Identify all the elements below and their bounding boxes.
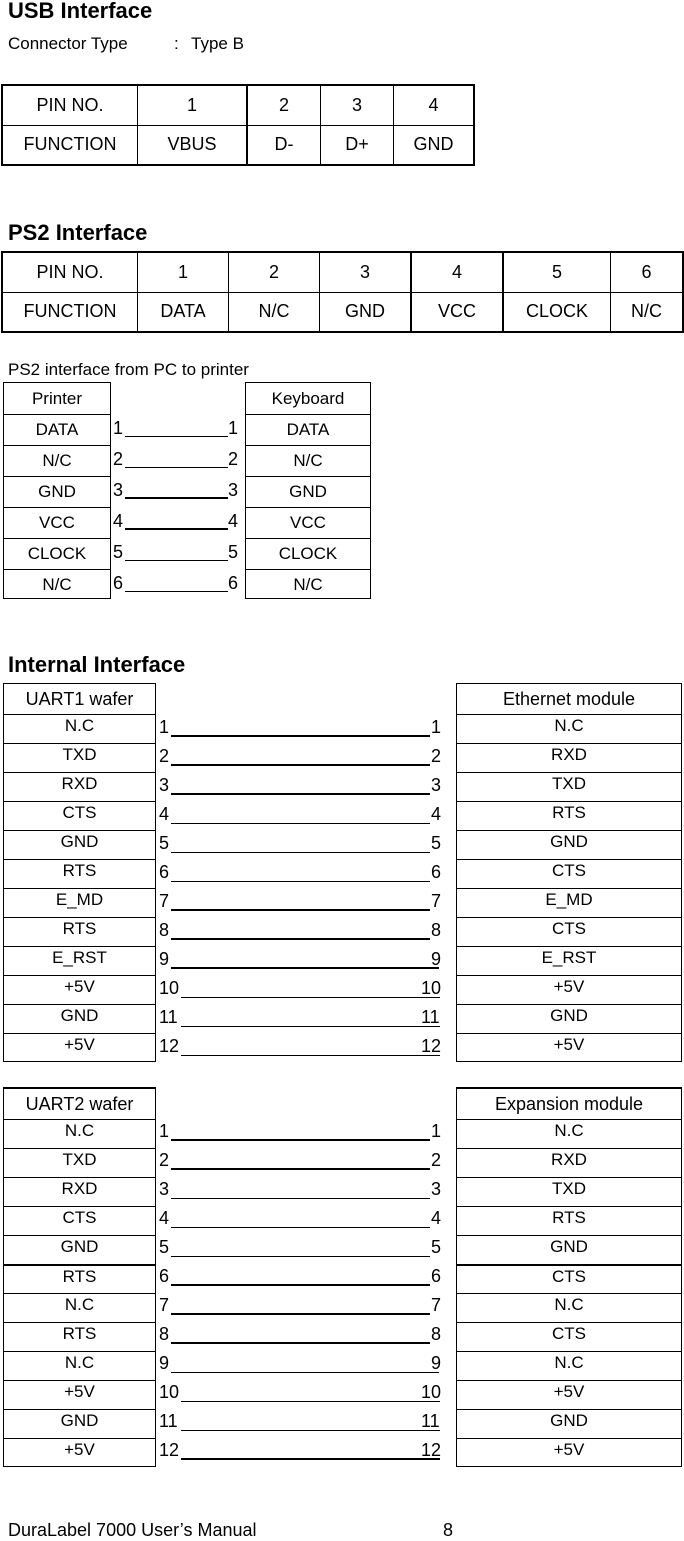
uart1-wire-pin-left: 2	[159, 746, 170, 766]
uart2-wafer-header: UART2 wafer	[25, 1094, 134, 1114]
usb-pin-cell: 4	[394, 85, 475, 125]
uart2-wire-pin-right: 7	[431, 1295, 442, 1315]
usb-function-header: FUNCTION	[2, 125, 138, 165]
usb-connector-label: Connector Type	[8, 34, 128, 53]
ps2-keyboard-cell: N/C	[246, 569, 370, 600]
uart1-wire-pin-left: 1	[159, 717, 170, 737]
uart1-wafer-header: UART1 wafer	[25, 689, 134, 709]
ps2-wire-pin-left: 1	[113, 418, 124, 438]
uart1-wire-pin-left: 8	[159, 920, 170, 940]
uart2-wire-pin-right: 8	[431, 1324, 442, 1344]
ps2-printer-cell: DATA	[4, 414, 110, 445]
ps2-pin-table	[1, 251, 684, 333]
ps2-wire-pin-right: 6	[228, 573, 239, 593]
uart2-wire-line	[181, 1401, 440, 1402]
uart1-wire-pin-right: 1	[431, 717, 442, 737]
ps2-printer-cell: CLOCK	[4, 538, 110, 569]
ps2-wire-line	[125, 497, 228, 499]
ps2-printer-cell: GND	[4, 476, 110, 507]
uart2-wire-pin-right: 5	[431, 1237, 442, 1257]
uart1-wafer-cell: N.C	[4, 714, 155, 743]
uart2-wire-line	[171, 1256, 430, 1257]
uart1-wire-pin-right: 5	[431, 833, 442, 853]
ps2-pin-header: PIN NO.	[2, 252, 138, 292]
ps2-function-cell: DATA	[138, 292, 229, 332]
uart1-wire-line	[171, 881, 430, 882]
ps2-printer-column	[3, 382, 111, 599]
uart1-wafer-cell: CTS	[4, 801, 155, 830]
ps2-wire-pin-right: 1	[228, 418, 239, 438]
expansion-module-cell: N.C	[457, 1119, 681, 1148]
expansion-module-cell: N.C	[457, 1351, 681, 1380]
usb-pin-cell: 1	[138, 85, 248, 125]
ethernet-module-cell: RXD	[457, 743, 681, 772]
uart2-wire-line	[181, 1430, 440, 1431]
usb-section-title: USB Interface	[8, 0, 153, 23]
expansion-module-cell: TXD	[457, 1177, 681, 1206]
uart2-wire-pin-right: 2	[431, 1150, 442, 1170]
ethernet-module-cell: CTS	[457, 917, 681, 946]
uart1-wire-line	[171, 967, 439, 969]
uart1-wire-pin-left: 9	[159, 949, 170, 969]
usb-connector-value: Type B	[191, 34, 244, 53]
uart2-wafer-cell: CTS	[4, 1206, 155, 1235]
ps2-wire-line	[125, 467, 228, 468]
uart2-wafer-column	[3, 1087, 156, 1467]
ps2-wire-line	[125, 436, 228, 437]
uart2-wire-pin-right: 4	[431, 1208, 442, 1228]
uart2-wire-pin-left: 8	[159, 1324, 170, 1344]
ps2-pin-cell: 4	[411, 252, 503, 292]
uart1-wire-line	[181, 1026, 440, 1027]
uart1-wafer-cell: +5V	[4, 975, 155, 1004]
uart1-wire-pin-left: 6	[159, 862, 170, 882]
uart1-wire-pin-left: 12	[159, 1036, 180, 1056]
uart2-wire-pin-left: 5	[159, 1237, 170, 1257]
uart1-wire-pin-left: 10	[159, 978, 180, 998]
ps2-function-cell: CLOCK	[503, 292, 611, 332]
uart2-wire-pin-left: 11	[159, 1411, 178, 1431]
uart1-wire-line	[181, 1055, 440, 1056]
uart1-wire-pin-left: 4	[159, 804, 170, 824]
uart1-wafer-cell: GND	[4, 1004, 155, 1033]
uart2-wire-line	[171, 1227, 430, 1228]
ps2-function-header: FUNCTION	[2, 292, 138, 332]
footer-page-number: 8	[443, 1520, 454, 1540]
expansion-module-cell: N.C	[457, 1293, 681, 1322]
ps2-wire-pin-left: 5	[113, 542, 124, 562]
uart1-wire-line	[171, 909, 430, 911]
ethernet-module-header: Ethernet module	[502, 689, 636, 709]
ethernet-module-cell: +5V	[457, 975, 681, 1004]
expansion-module-header: Expansion module	[494, 1094, 644, 1114]
ps2-printer-header: Printer	[31, 389, 83, 408]
ps2-printer-cell: VCC	[4, 507, 110, 538]
ethernet-module-cell: GND	[457, 1004, 681, 1033]
uart2-wire-pin-left: 4	[159, 1208, 170, 1228]
expansion-module-cell: +5V	[457, 1438, 681, 1467]
ps2-wire-line	[125, 591, 228, 592]
ps2-pin-cell: 1	[138, 252, 229, 292]
ps2-printer-cell: N/C	[4, 445, 110, 476]
uart2-wire-line	[171, 1342, 430, 1344]
uart2-wafer-cell: +5V	[4, 1438, 155, 1467]
ps2-function-cell: VCC	[411, 292, 503, 332]
usb-function-cell: D+	[321, 125, 394, 165]
usb-pin-table	[1, 84, 475, 166]
uart1-wire-pin-right: 11	[421, 1007, 440, 1027]
ps2-keyboard-cell: GND	[246, 476, 370, 507]
uart2-wafer-cell: N.C	[4, 1293, 155, 1322]
uart2-wafer-cell: N.C	[4, 1119, 155, 1148]
ps2-keyboard-cell: CLOCK	[246, 538, 370, 569]
uart2-wafer-cell: RXD	[4, 1177, 155, 1206]
uart1-wire-line	[181, 997, 440, 998]
uart1-wire-pin-right: 9	[431, 949, 442, 969]
ps2-section-title: PS2 Interface	[8, 220, 148, 245]
ethernet-module-cell: N.C	[457, 714, 681, 743]
uart1-wafer-cell: RXD	[4, 772, 155, 801]
uart1-wire-pin-left: 5	[159, 833, 170, 853]
ps2-wire-pin-right: 4	[228, 511, 239, 531]
expansion-module-cell: CTS	[457, 1322, 681, 1351]
ethernet-module-cell: +5V	[457, 1033, 681, 1063]
uart2-wire-pin-left: 12	[159, 1440, 180, 1460]
usb-function-cell: D-	[247, 125, 321, 165]
uart2-wire-line	[171, 1313, 430, 1315]
ps2-keyboard-header: Keyboard	[271, 389, 345, 408]
uart2-wafer-cell: RTS	[4, 1264, 155, 1293]
uart1-wire-line	[171, 735, 430, 737]
uart1-wire-pin-right: 6	[431, 862, 442, 882]
expansion-module-cell: CTS	[457, 1264, 681, 1293]
usb-connector-separator: :	[174, 34, 179, 53]
ethernet-module-cell: GND	[457, 830, 681, 859]
uart2-wire-pin-right: 6	[431, 1266, 442, 1286]
ps2-function-cell: N/C	[611, 292, 684, 332]
ps2-wire-pin-left: 4	[113, 511, 124, 531]
ps2-wire-pin-right: 3	[228, 480, 239, 500]
ps2-wiring-caption: PS2 interface from PC to printer	[8, 360, 249, 379]
ps2-wire-pin-left: 3	[113, 480, 124, 500]
uart2-wafer-cell: GND	[4, 1409, 155, 1438]
uart2-wire-pin-left: 10	[159, 1382, 180, 1402]
uart1-wafer-cell: RTS	[4, 859, 155, 888]
uart2-wafer-cell: +5V	[4, 1380, 155, 1409]
uart2-wire-pin-right: 11	[421, 1411, 440, 1431]
ps2-pin-cell: 2	[229, 252, 320, 292]
uart2-wire-pin-left: 1	[159, 1121, 170, 1141]
uart1-wire-pin-right: 12	[421, 1036, 442, 1056]
uart2-wafer-cell: RTS	[4, 1322, 155, 1351]
uart2-wire-pin-left: 2	[159, 1150, 170, 1170]
ethernet-module-cell: E_MD	[457, 888, 681, 917]
uart2-wire-pin-left: 7	[159, 1295, 170, 1315]
uart2-wire-line	[171, 1284, 430, 1286]
uart1-wafer-cell: TXD	[4, 743, 155, 772]
uart1-wire-pin-right: 7	[431, 891, 442, 911]
ps2-wire-pin-left: 2	[113, 449, 124, 469]
ps2-printer-cell: N/C	[4, 569, 110, 600]
ps2-wire-pin-right: 5	[228, 542, 239, 562]
ps2-function-cell: GND	[320, 292, 412, 332]
uart2-wire-pin-right: 1	[431, 1121, 442, 1141]
uart1-wire-pin-left: 11	[159, 1007, 178, 1027]
uart2-wire-pin-right: 12	[421, 1440, 442, 1460]
ps2-wire-pin-left: 6	[113, 573, 124, 593]
ps2-pin-cell: 3	[320, 252, 412, 292]
ps2-pin-cell: 6	[611, 252, 684, 292]
ps2-wire-line	[125, 560, 228, 561]
uart2-wire-line	[171, 1198, 430, 1199]
internal-section-title: Internal Interface	[8, 652, 186, 677]
expansion-module-cell: RTS	[457, 1206, 681, 1235]
uart1-wafer-cell: +5V	[4, 1033, 155, 1063]
uart1-wire-pin-left: 7	[159, 891, 170, 911]
uart1-wire-line	[171, 852, 430, 853]
expansion-module-column	[456, 1087, 682, 1467]
ps2-wire-pin-right: 2	[228, 449, 239, 469]
uart1-wire-line	[171, 938, 430, 940]
uart2-wire-pin-left: 6	[159, 1266, 170, 1286]
uart1-wire-line	[171, 823, 430, 824]
uart2-wire-line	[181, 1458, 440, 1460]
uart1-wafer-column	[3, 683, 156, 1062]
uart1-wire-pin-right: 2	[431, 746, 442, 766]
uart2-wire-line	[171, 1372, 439, 1373]
uart2-wafer-cell: N.C	[4, 1351, 155, 1380]
uart2-wire-pin-right: 10	[421, 1382, 442, 1402]
uart1-wire-pin-left: 3	[159, 775, 170, 795]
uart1-wafer-cell: E_MD	[4, 888, 155, 917]
footer-manual-title: DuraLabel 7000 User’s Manual	[8, 1520, 257, 1540]
uart2-wire-pin-left: 9	[159, 1353, 170, 1373]
uart2-wire-line	[171, 1168, 430, 1170]
expansion-module-cell: GND	[457, 1409, 681, 1438]
ethernet-module-cell: RTS	[457, 801, 681, 830]
uart1-wire-pin-right: 8	[431, 920, 442, 940]
uart1-wire-line	[171, 793, 430, 795]
uart1-wafer-cell: RTS	[4, 917, 155, 946]
ps2-keyboard-column	[245, 382, 371, 599]
uart2-wire-pin-left: 3	[159, 1179, 170, 1199]
uart1-wire-pin-right: 3	[431, 775, 442, 795]
usb-function-cell: GND	[394, 125, 475, 165]
uart1-wire-line	[171, 764, 430, 766]
uart1-wafer-cell: E_RST	[4, 946, 155, 975]
uart1-wafer-cell: GND	[4, 830, 155, 859]
usb-pin-cell: 3	[321, 85, 394, 125]
uart2-wafer-cell: TXD	[4, 1148, 155, 1177]
ethernet-module-cell: TXD	[457, 772, 681, 801]
uart2-wire-line	[171, 1139, 430, 1141]
uart2-wafer-cell: GND	[4, 1235, 155, 1264]
uart1-wire-pin-right: 10	[421, 978, 442, 998]
expansion-module-cell: RXD	[457, 1148, 681, 1177]
uart2-wire-pin-right: 3	[431, 1179, 442, 1199]
expansion-module-cell: +5V	[457, 1380, 681, 1409]
uart1-wire-pin-right: 4	[431, 804, 442, 824]
usb-function-cell: VBUS	[138, 125, 248, 165]
ps2-wire-line	[125, 528, 228, 530]
ps2-keyboard-cell: VCC	[246, 507, 370, 538]
usb-pin-cell: 2	[247, 85, 321, 125]
ethernet-module-column	[456, 683, 682, 1062]
ps2-function-cell: N/C	[229, 292, 320, 332]
usb-pin-header: PIN NO.	[2, 85, 138, 125]
ps2-keyboard-cell: N/C	[246, 445, 370, 476]
ethernet-module-cell: E_RST	[457, 946, 681, 975]
ps2-keyboard-cell: DATA	[246, 414, 370, 445]
ps2-pin-cell: 5	[503, 252, 611, 292]
ethernet-module-cell: CTS	[457, 859, 681, 888]
uart2-wire-pin-right: 9	[431, 1353, 442, 1373]
expansion-module-cell: GND	[457, 1235, 681, 1264]
